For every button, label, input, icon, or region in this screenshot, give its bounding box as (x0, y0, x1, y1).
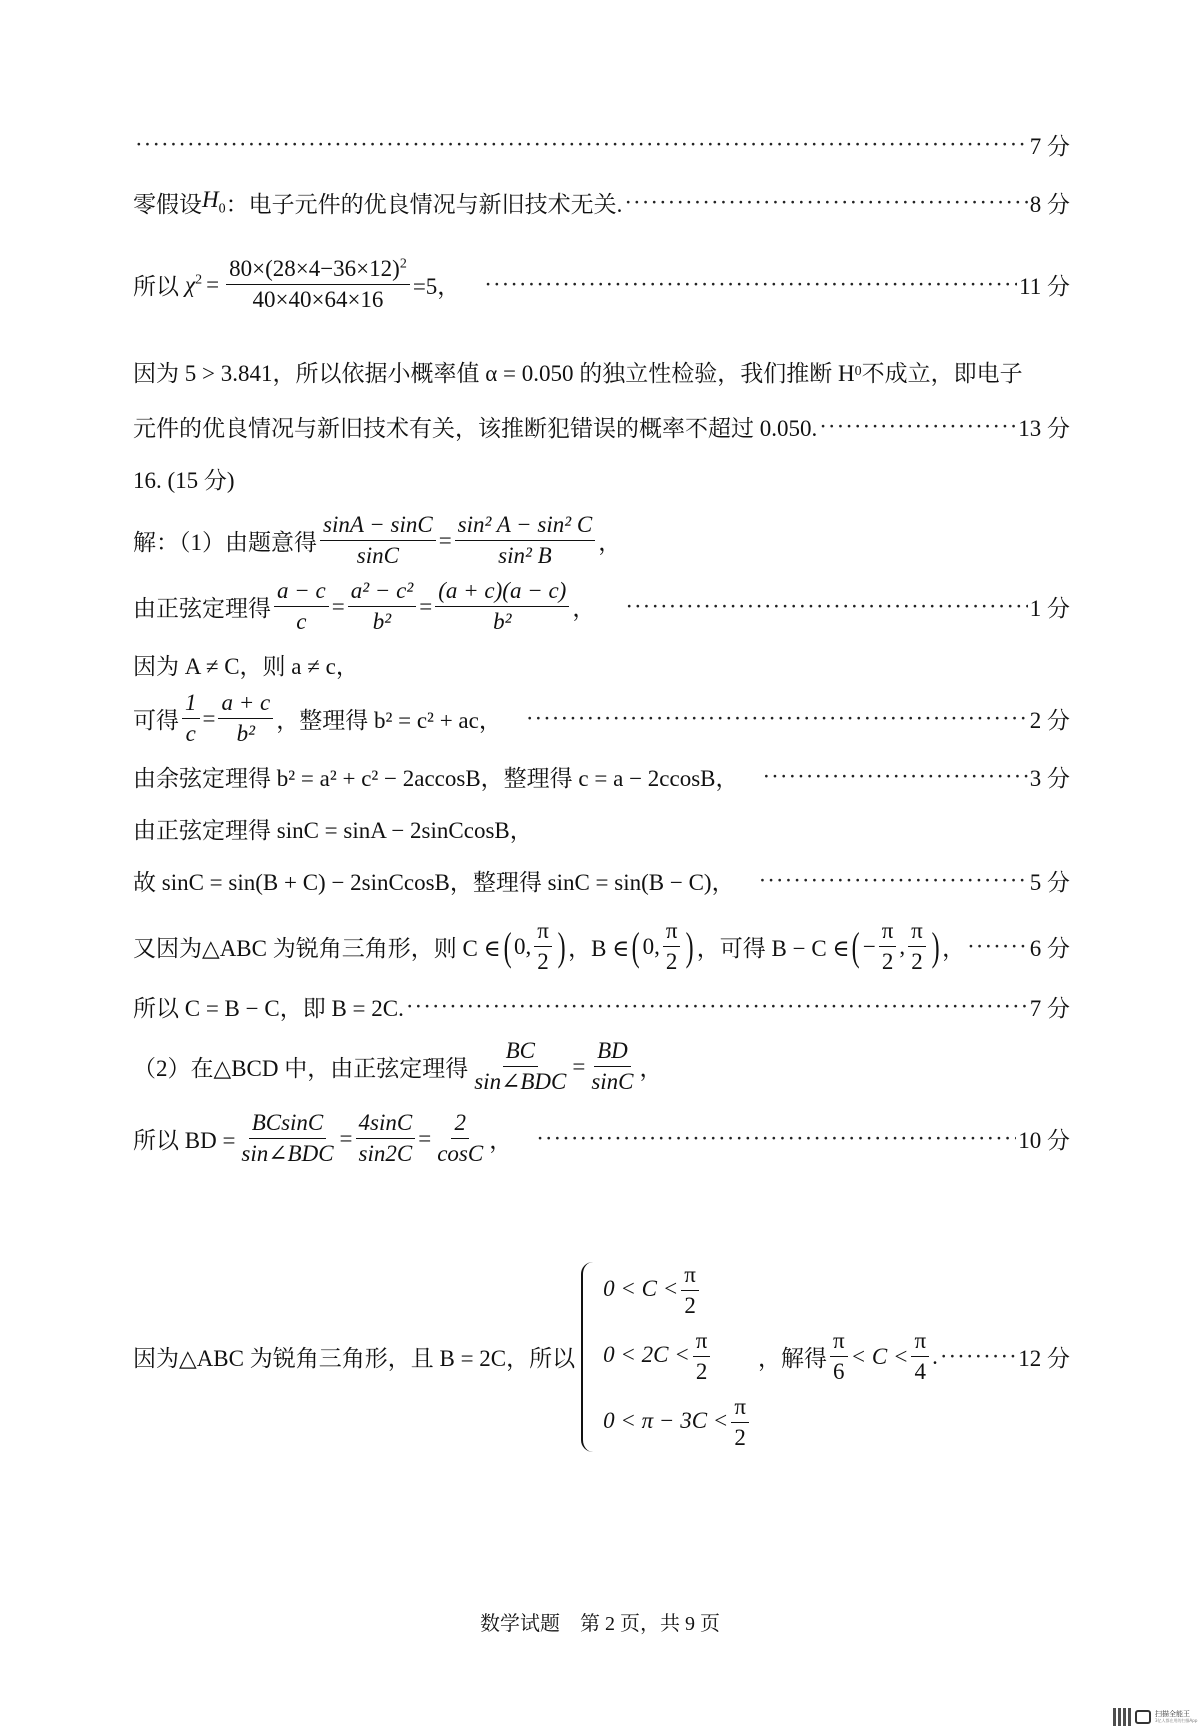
h0-symbol: $H_0$ (202, 187, 226, 217)
conclusion-line-2 (133, 410, 1070, 443)
solution-step-3: 因为 A ≠ C，则 a ≠ c， (133, 654, 359, 679)
scanner-name: 扫描全能王 (1155, 1709, 1190, 1718)
score-label: 11 分 (1019, 274, 1070, 300)
part-2-step-3: 因为△ABC 为锐角三角形，且 B = 2C，所以 0 < C < $\frac{\pi}{2}$ 0 < 2C < $\frac{\pi}{2}$ 0 < π − 3C < $\frac{\pi}{2}$ ，解得 $\frac{\pi}{6}$ < C < $\frac{\pi}{4}$ . ····· 12 分 (133, 1262, 1070, 1452)
result: =5， (412, 274, 461, 300)
dotted-leader (624, 190, 1027, 216)
scanner-watermark (1113, 1708, 1197, 1726)
text: 所以 (133, 274, 179, 300)
dotted-leader (484, 272, 1017, 298)
part-2-step-2: 所以 BD = $\frac{BCsinC}{\text{sin∠BDC}}$ = $\frac{4\sin C}{\sin 2C}$ = $\frac{2}{\cos C}$ ， ····· 10 分 (133, 1110, 1070, 1168)
dotted-leader (967, 934, 1028, 960)
score-label: 2 分 (1029, 708, 1070, 734)
dotted-leader (536, 1126, 1016, 1152)
dotted-leader (763, 764, 1028, 790)
score-label: 13 分 (1018, 416, 1070, 441)
text: 元件的优良情况与新旧技术有关，该推断犯错误的概率不超过 0.050. (133, 416, 818, 441)
dotted-leader (819, 414, 1016, 440)
solution-step-4: 可得 $\frac{1}{c}$ = $\frac{a + c}{\text{b²}}$ ，整理得 b² = c² + ac， ····· 2 分 (133, 690, 1070, 748)
conclusion-line-1: 因为 5 > 3.841，所以依据小概率值 α = 0.050 的独立性检验，我们推断 H 0 不成立，即电子 (133, 355, 1070, 388)
qr-code-icon (1113, 1708, 1131, 1726)
score-label: 1 分 (1029, 596, 1070, 622)
solution-step-2: 由正弦定理得 $\frac{a - c}{c}$ = $\frac{\text{a² − c²}}{\text{b²}}$ = $\frac{(a + c)(a - c)}{\text{b²}}$ ， ····· 1 分 (133, 578, 1070, 636)
question-16-title: 16. (15 分) (133, 468, 235, 493)
part-2-step-1: （2）在△BCD 中，由正弦定理得 $\frac{BC}{\text{sin∠BDC}}$ = $\frac{BD}{\sin C}$ ， (133, 1038, 663, 1095)
score-label: 7 分 (1029, 134, 1070, 159)
solution-step-5: 由余弦定理得 b² = a² + c² − 2accosB，整理得 c = a − 2ccosB， ····· 3 分 (133, 760, 1070, 793)
dotted-leader (759, 868, 1028, 894)
scanner-tagline: 3亿人都在用的扫描App (1155, 1717, 1198, 1723)
score-line-7 (133, 128, 1070, 161)
score-label: 12 分 (1018, 1346, 1070, 1372)
null-hypothesis-line (133, 186, 1070, 219)
score-label: 6 分 (1029, 936, 1070, 962)
dotted-leader (135, 132, 1028, 158)
inequality-system: 0 < C < $\frac{\pi}{2}$ 0 < 2C < $\frac{\pi}{2}$ 0 < π − 3C < $\frac{\pi}{2}$ (581, 1262, 752, 1452)
solution-step-7: 故 sinC = sin(B + C) − 2sinCcosB，整理得 sinC = sin(B − C)， ····· 5 分 (133, 864, 1070, 897)
chi-symbol: $\chi^2$ (185, 271, 203, 297)
solution-step-6: 由正弦定理得 sinC = sinA − 2sinCcosB， (133, 818, 533, 843)
scanner-logo-icon (1135, 1710, 1151, 1724)
score-label: 10 分 (1018, 1128, 1070, 1154)
text: 零假设 (133, 192, 202, 217)
dotted-leader (625, 594, 1027, 620)
score-label: 5 分 (1029, 870, 1070, 895)
dotted-leader (526, 706, 1028, 732)
solution-step-9: 所以 C = B − C，即 B = 2C. ····· 7 分 (133, 990, 1070, 1023)
score-label: 7 分 (1029, 996, 1070, 1021)
solution-step-1: 解：（1）由题意得 $\frac{\sin A - \sin C}{\sin C}$ = $\frac{\text{sin² A − sin² C}}{\text{sin² B}}$ ， (133, 512, 622, 569)
score-label: 8 分 (1029, 192, 1070, 217)
score-label: 3 分 (1029, 766, 1070, 791)
text: ：电子元件的优良情况与新旧技术无关. (225, 192, 623, 217)
chi-square-fraction: $\frac{80\times(28\times 4-36\times 12)^2}{40\times 40\times 64\times 16}$ (226, 256, 410, 314)
page-footer: 数学试题 第 2 页，共 9 页 (480, 1613, 720, 1635)
text: 因为 5 > 3.841，所以依据小概率值 α = 0.050 的独立性检验，我们推断 H (133, 361, 855, 386)
text: 不成立，即电子 (861, 361, 1023, 386)
dotted-leader (406, 994, 1028, 1020)
dotted-leader (940, 1344, 1016, 1370)
chi-square-line: 所以 $\chi^2$ = $\frac{80\times(28\times 4-36\times 12)^2}{40\times 40\times 64\times 16}$ =5， ····· 11 分 (133, 256, 1070, 314)
solution-step-8: 又因为△ABC 为锐角三角形，则 C ∈ ( 0, $\frac{\pi}{2}$ ) ，B ∈ ( 0, $\frac{\pi}{2}$ ) ，可得 B − C ∈ ( − $\frac{\pi}{2}$ , $\frac{\pi}{2}$ ) ， ····· 6 分 (133, 918, 1070, 976)
